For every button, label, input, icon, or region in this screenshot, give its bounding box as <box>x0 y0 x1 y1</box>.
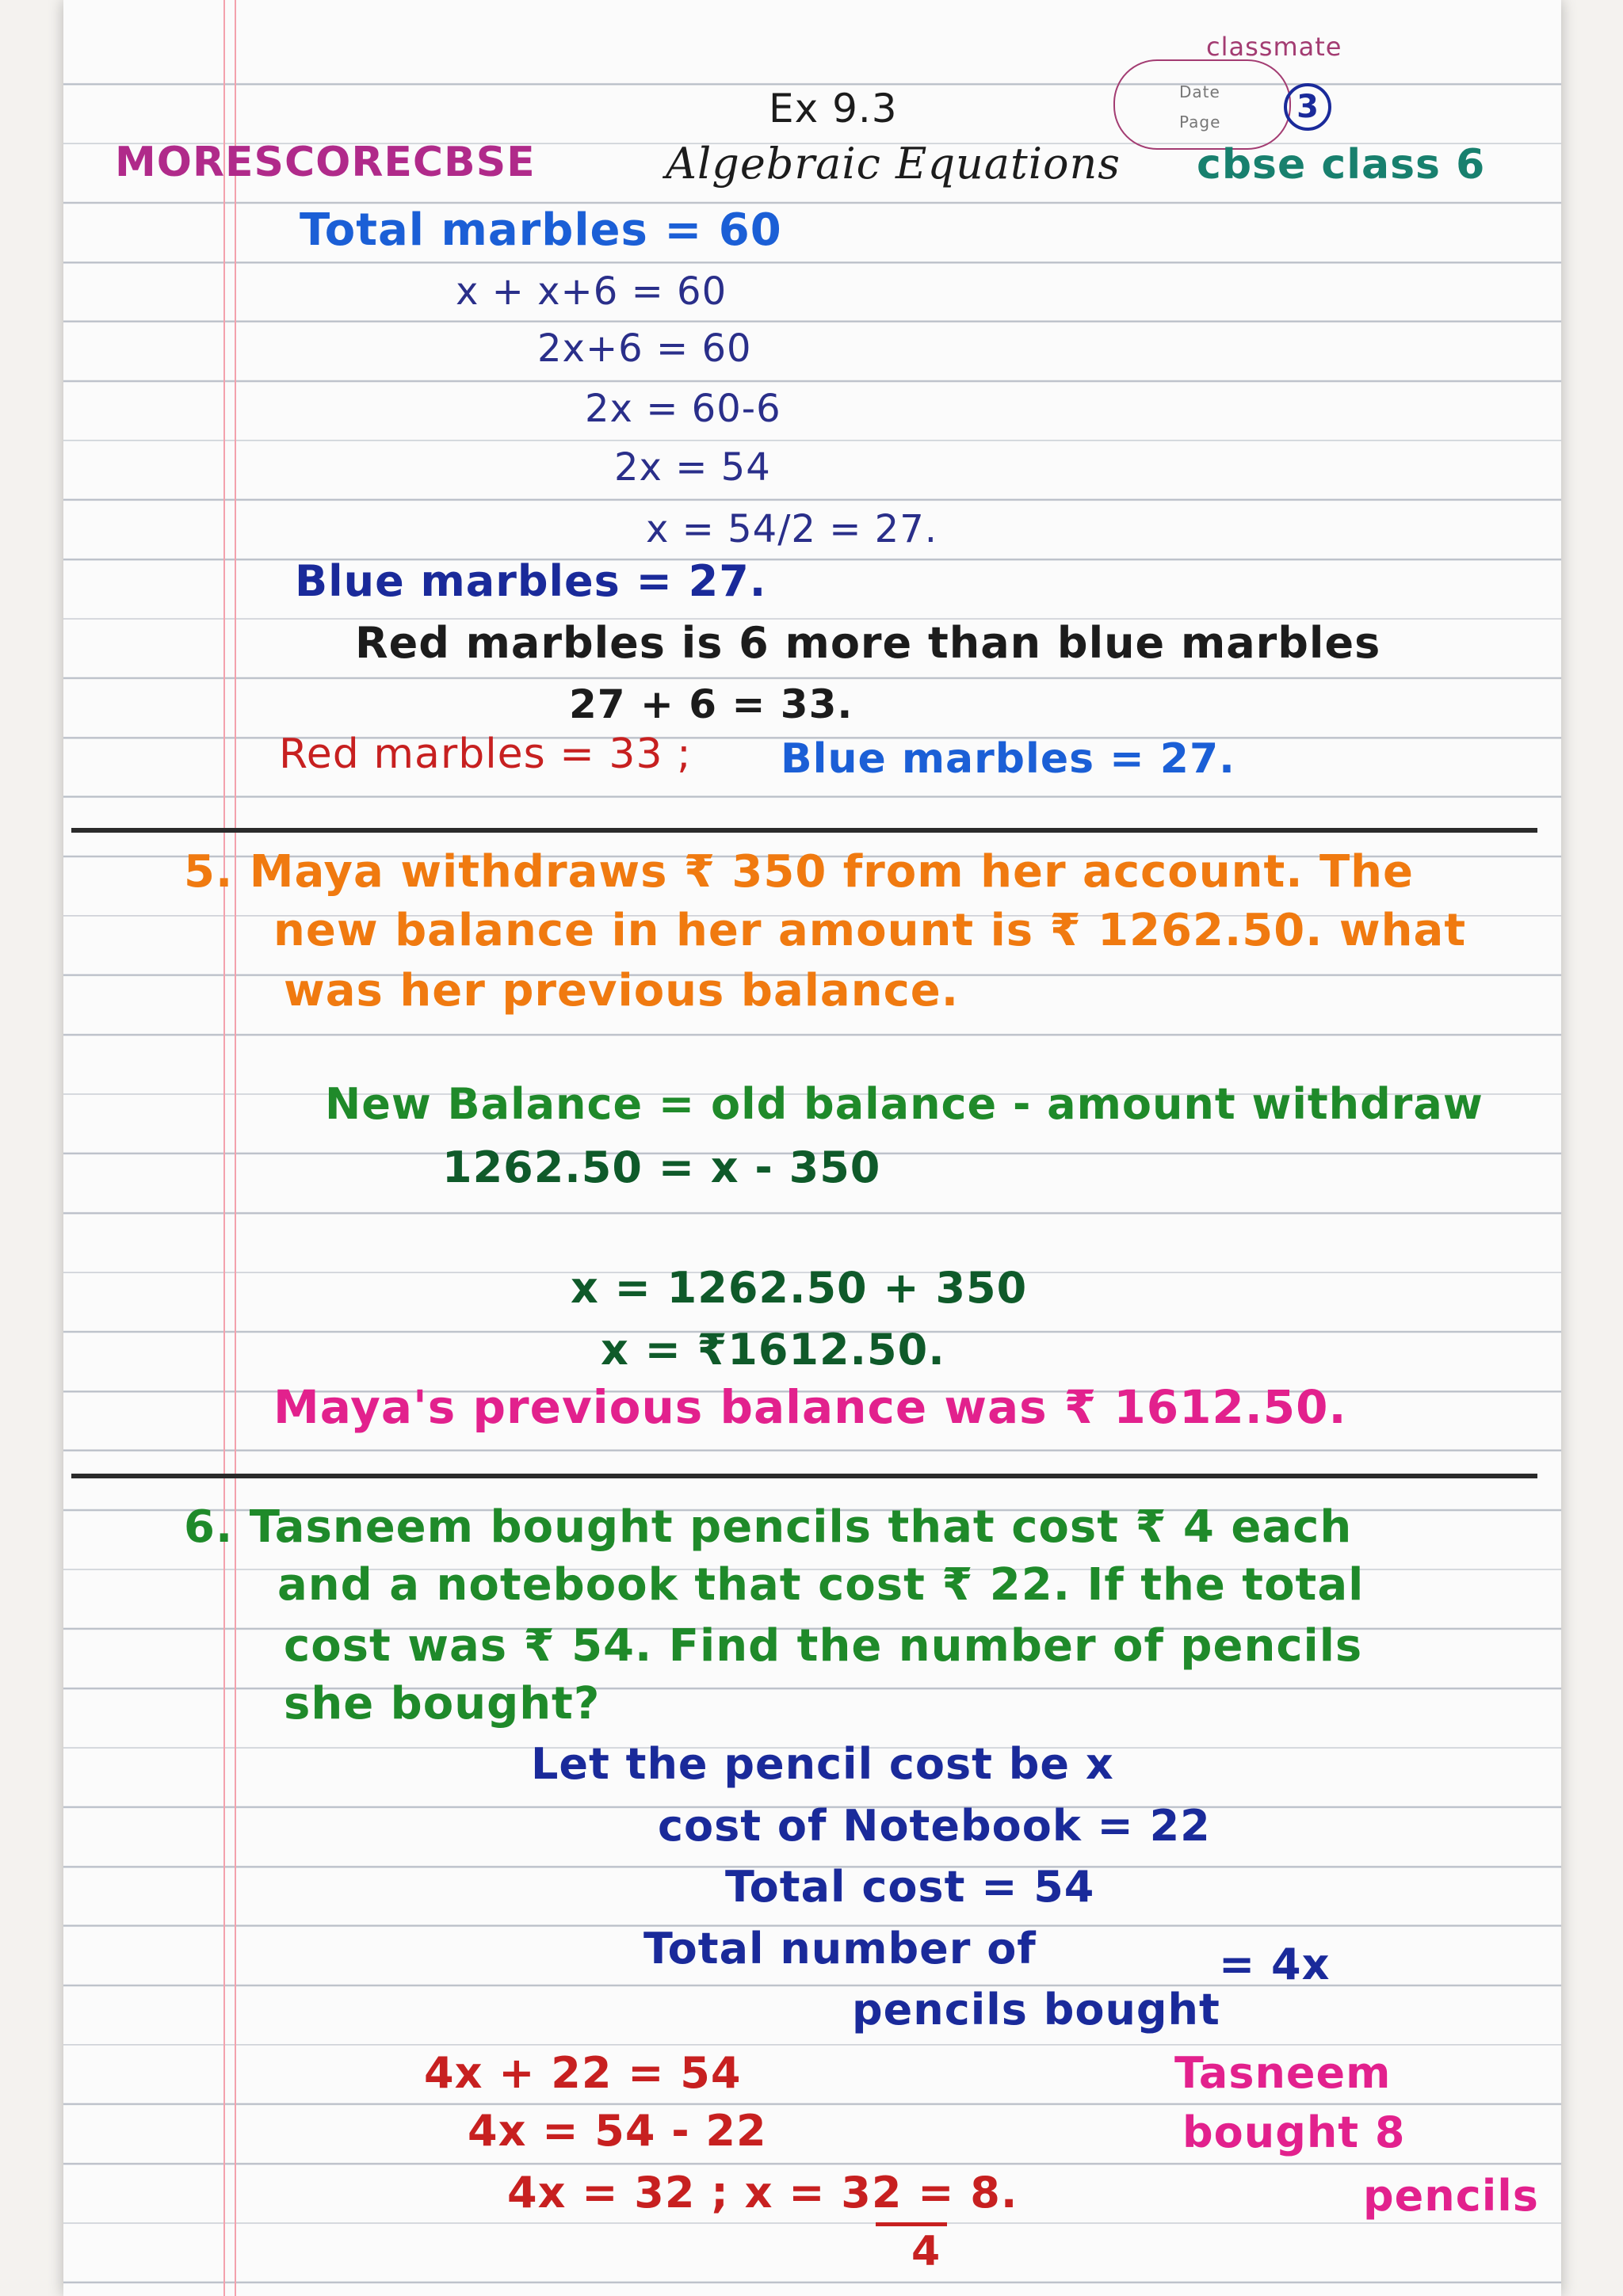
class-label: cbse class 6 <box>1197 141 1486 189</box>
q5-formula: New Balance = old balance - amount withdraw <box>325 1079 1484 1129</box>
topic-title: Algebraic Equations <box>666 139 1121 189</box>
q6-question-line1: 6. Tasneem bought pencils that cost ₹ 4 each <box>184 1501 1353 1553</box>
q4-sum: 27 + 6 = 33. <box>569 681 854 727</box>
q4-total: Total marbles = 60 <box>300 204 782 256</box>
page-label: Page <box>1179 113 1221 132</box>
q6-answer-line1: Tasneem <box>1174 2048 1392 2098</box>
site-watermark: MORESCORECBSE <box>115 139 536 186</box>
q4-answer-red: Red marbles = 33 ; <box>279 730 692 778</box>
q6-eq3: 4x = 32 ; x = 32 = 8. <box>507 2168 1018 2218</box>
date-page-box <box>1113 59 1291 150</box>
q6-question-line4: she bought? <box>284 1678 601 1730</box>
q5-question-line2: new balance in her amount is ₹ 1262.50. what <box>273 905 1467 956</box>
q6-answer-line3: pencils <box>1363 2171 1539 2221</box>
q4-step1: x + x+6 = 60 <box>456 269 727 314</box>
q6-total-number-2: pencils bought <box>852 1985 1220 2035</box>
q4-step4: 2x = 54 <box>614 445 771 490</box>
q6-total-number-value: = 4x <box>1219 1939 1331 1989</box>
q5-eq3: x = ₹1612.50. <box>601 1325 945 1375</box>
q4-answer-blue: Blue marbles = 27. <box>781 735 1235 783</box>
q5-question-line3: was her previous balance. <box>284 965 960 1016</box>
margin-line-left <box>223 0 225 2296</box>
q4-blue-result: Blue marbles = 27. <box>295 556 767 606</box>
section-divider-2 <box>71 1474 1537 1478</box>
q5-answer: Maya's previous balance was ₹ 1612.50. <box>273 1380 1347 1434</box>
q6-let: Let the pencil cost be x <box>531 1739 1114 1789</box>
q6-question-line3: cost was ₹ 54. Find the number of pencils <box>284 1620 1363 1672</box>
q5-eq2: x = 1262.50 + 350 <box>571 1263 1028 1313</box>
q6-eq2: 4x = 54 - 22 <box>468 2106 767 2156</box>
q6-answer-line2: bought 8 <box>1182 2107 1406 2157</box>
q6-total: Total cost = 54 <box>725 1862 1095 1912</box>
q4-step3: 2x = 60-6 <box>585 387 781 431</box>
q6-notebook: cost of Notebook = 22 <box>658 1801 1211 1851</box>
exercise-title: Ex 9.3 <box>769 86 898 132</box>
fraction-bar <box>876 2222 947 2226</box>
q4-step5: x = 54/2 = 27. <box>646 507 938 551</box>
q5-question-line1: 5. Maya withdraws ₹ 350 from her account. The <box>184 846 1415 898</box>
page-number: 3 <box>1284 83 1331 131</box>
q6-question-line2: and a notebook that cost ₹ 22. If the total <box>277 1559 1365 1611</box>
section-divider-1 <box>71 828 1537 833</box>
q6-total-number-1: Total number of <box>643 1924 1037 1974</box>
q6-fraction-denominator: 4 <box>911 2228 941 2275</box>
q4-red-more: Red marbles is 6 more than blue marbles <box>355 618 1381 668</box>
q4-step2: 2x+6 = 60 <box>537 326 752 371</box>
q5-eq1: 1262.50 = x - 350 <box>442 1142 881 1192</box>
margin-line-right <box>235 0 236 2296</box>
date-label: Date <box>1179 82 1220 101</box>
q6-eq1: 4x + 22 = 54 <box>424 2048 742 2098</box>
brand-logo: classmate <box>1206 32 1342 62</box>
